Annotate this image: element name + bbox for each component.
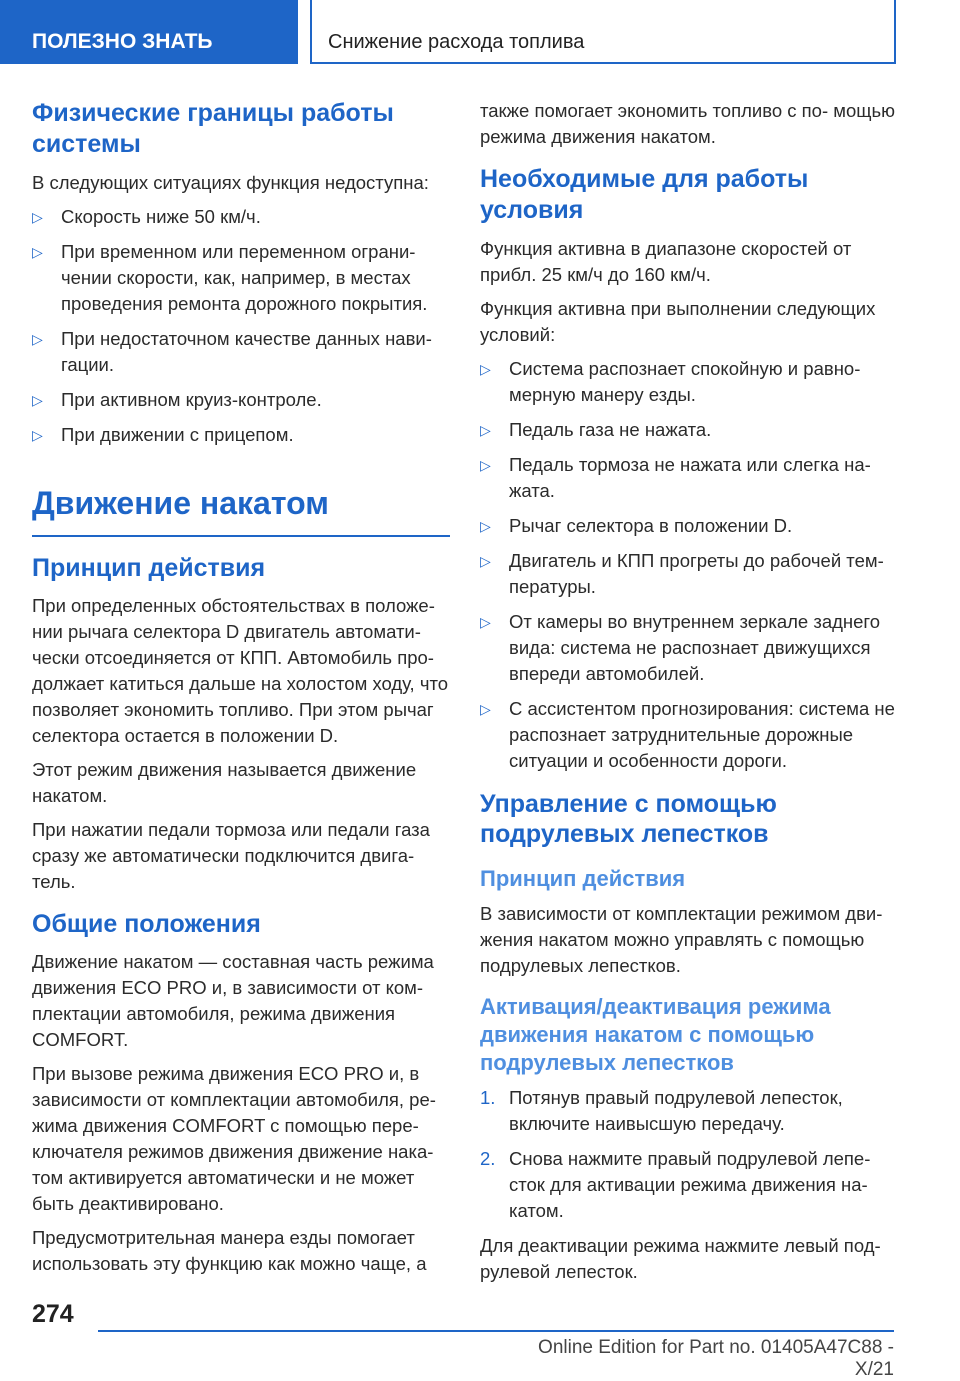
requirements-paragraph-1: Функция активна в диапазоне скоростей от прибл. 25 км/ч до 160 км/ч. — [480, 238, 852, 285]
list-item: ▷ Двигатель и КПП прогреты до рабочей тем- пературы. — [480, 550, 884, 597]
header-chapter-title: Снижение расхода топлива — [310, 0, 896, 64]
triangle-right-outline-icon: ▷ — [32, 209, 43, 225]
principle-paragraph-3: При нажатии педали тормоза или педали газа сразу же автоматически подключится двига- тель. — [32, 819, 430, 892]
page-number: 274 — [32, 1300, 74, 1328]
continued-paragraph: также помогает экономить топливо с по- мощью режима движения накатом. — [480, 100, 896, 147]
footer-edition: Online Edition for Part no. 01405A47C88 - X/21 — [538, 1337, 894, 1380]
principle-paragraph-2: Этот режим движения называется движение накатом. — [32, 759, 417, 806]
limits-heading: Физические границы работы системы — [32, 99, 394, 158]
list-item: ▷ Система распознает спокойную и равно- мерную манеру езды. — [480, 358, 861, 405]
requirements-list — [480, 356, 898, 774]
triangle-right-outline-icon: ▷ — [32, 392, 43, 408]
triangle-right-outline-icon: ▷ — [480, 361, 491, 377]
list-item: ▷ Рычаг селектора в положении D. — [480, 513, 898, 539]
right-column — [480, 98, 898, 1293]
paddle-heading: Управление с помощью подрулевых лепестков — [480, 790, 777, 848]
principle-paragraph-1: При определенных обстоятельствах в положе- нии рычага селектора D двигатель автомати- чески отсоединяется от КПП. Автомобиль про- должает катиться дальше на холостом ходу, что позволяет экономить топливо. При этом рычаг селектора остается в положении D. — [32, 595, 449, 746]
list-item: ▷ Педаль газа не нажата. — [480, 417, 898, 443]
general-paragraph-2: При вызове режима движения ECO PRO и, в зависимости от комплектации автомобиля, ре- жима движения COMFORT с помощью пере- ключателя режимов движения движение нака- том активируется автоматически и не может быть деактивировано. — [32, 1063, 436, 1214]
requirements-paragraph-2: Функция активна при выполнении следующих условий: — [480, 298, 876, 345]
triangle-right-outline-icon: ▷ — [480, 553, 491, 569]
limits-list — [32, 204, 450, 448]
triangle-right-outline-icon: ▷ — [32, 331, 43, 347]
triangle-right-outline-icon: ▷ — [32, 244, 43, 260]
general-paragraph-3: Предусмотрительная манера езды помогает использовать эту функцию как можно чаще, а — [32, 1227, 427, 1274]
paddle-principle-heading: Принцип действия — [480, 866, 686, 891]
list-item: ▷ Педаль тормоза не нажата или слегка на- жата. — [480, 454, 871, 501]
triangle-right-outline-icon: ▷ — [480, 701, 491, 717]
step-number: 2. — [480, 1148, 496, 1169]
triangle-right-outline-icon: ▷ — [480, 457, 491, 473]
list-item: ▷ От камеры во внутреннем зеркале заднего вида: система не распознает движущихся впереди автомобилей. — [480, 611, 881, 684]
limits-intro: В следующих ситуациях функция недоступна: — [32, 172, 429, 193]
list-item: ▷ При временном или переменном ограни- чении скорости, как, например, в местах проведения ремонта дорожного покрытия. — [32, 241, 428, 314]
list-item: ▷ С ассистентом прогнозирования: система не распознает затруднительные дорожные ситуации и особенности дороги. — [480, 698, 895, 771]
requirements-heading: Необходимые для работы условия — [480, 165, 809, 224]
step-number: 1. — [480, 1087, 496, 1108]
triangle-right-outline-icon: ▷ — [480, 614, 491, 630]
list-item: ▷ При движении с прицепом. — [32, 422, 450, 448]
list-item: 1. Потянув правый подрулевой лепесток, включите наивысшую передачу. — [480, 1087, 843, 1134]
activation-heading: Активация/деактивация режима движения накатом с помощью подрулевых лепестков — [480, 994, 831, 1075]
section-title: Движение накатом — [32, 483, 450, 537]
left-column — [32, 98, 450, 1285]
general-paragraph-1: Движение накатом — составная часть режима движения ECO PRO и, в зависимости от ком- плектации автомобиля, режима движения COMFORT. — [32, 951, 434, 1050]
triangle-right-outline-icon: ▷ — [480, 518, 491, 534]
paddle-principle-paragraph: В зависимости от комплектации режимом дви- жения накатом можно управлять с помощью подрулевых лепестков. — [480, 903, 883, 976]
list-item: ▷ При недостаточном качестве данных нави- гации. — [32, 328, 432, 375]
activation-steps — [480, 1085, 898, 1224]
header-section-tab: ПОЛЕЗНО ЗНАТЬ — [0, 0, 298, 64]
triangle-right-outline-icon: ▷ — [32, 427, 43, 443]
general-heading: Общие положения — [32, 910, 261, 938]
list-item: 2. Снова нажмите правый подрулевой лепе- сток для активации режима движения на- катом. — [480, 1148, 871, 1221]
triangle-right-outline-icon: ▷ — [480, 422, 491, 438]
footer-divider — [98, 1330, 894, 1332]
list-item: ▷ Скорость ниже 50 км/ч. — [32, 204, 450, 230]
principle-heading: Принцип действия — [32, 554, 266, 582]
deactivation-paragraph: Для деактивации режима нажмите левый под- рулевой лепесток. — [480, 1235, 881, 1282]
list-item: ▷ При активном круиз-контроле. — [32, 387, 450, 413]
